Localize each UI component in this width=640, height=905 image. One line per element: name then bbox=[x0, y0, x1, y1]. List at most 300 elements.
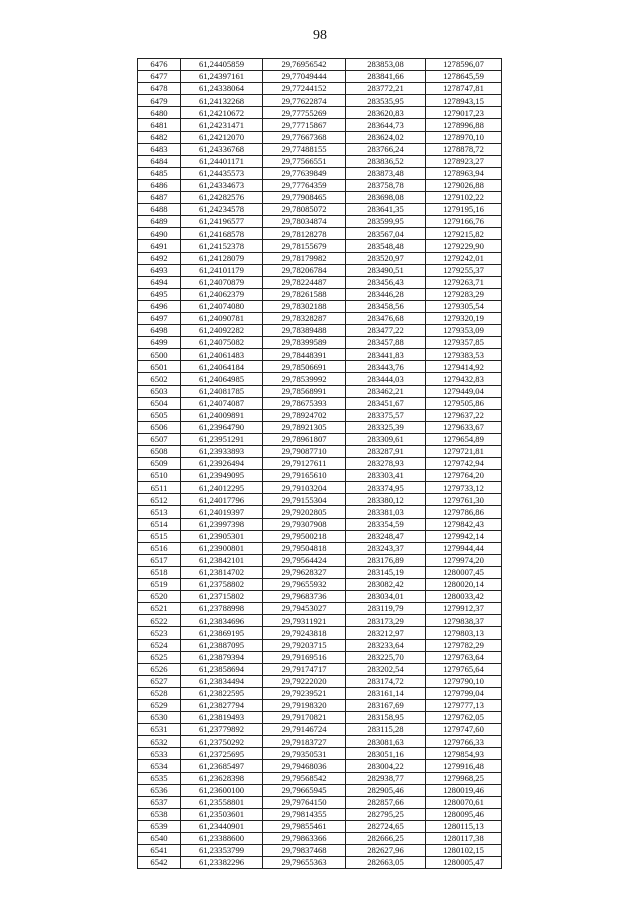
y-coordinate-cell: 1278963,94 bbox=[426, 167, 502, 179]
x-coordinate-cell: 283004,22 bbox=[346, 760, 426, 772]
point-number-cell: 6498 bbox=[138, 325, 181, 337]
longitude-cell: 29,79814355 bbox=[263, 808, 346, 820]
table-row bbox=[138, 566, 502, 578]
point-number-cell: 6535 bbox=[138, 772, 181, 784]
table-row bbox=[138, 288, 502, 300]
table-row bbox=[138, 772, 502, 784]
table-row bbox=[138, 300, 502, 312]
latitude-cell: 61,24081785 bbox=[181, 385, 263, 397]
y-coordinate-cell: 1279721,81 bbox=[426, 446, 502, 458]
table-row bbox=[138, 83, 502, 95]
latitude-cell: 61,24212070 bbox=[181, 131, 263, 143]
point-number-cell: 6518 bbox=[138, 566, 181, 578]
table-row bbox=[138, 276, 502, 288]
latitude-cell: 61,24334673 bbox=[181, 179, 263, 191]
point-number-cell: 6527 bbox=[138, 675, 181, 687]
x-coordinate-cell: 283641,35 bbox=[346, 204, 426, 216]
y-coordinate-cell: 1280033,42 bbox=[426, 591, 502, 603]
longitude-cell: 29,78399589 bbox=[263, 337, 346, 349]
latitude-cell: 61,23685497 bbox=[181, 760, 263, 772]
x-coordinate-cell: 283599,95 bbox=[346, 216, 426, 228]
y-coordinate-cell: 1279229,90 bbox=[426, 240, 502, 252]
point-number-cell: 6504 bbox=[138, 397, 181, 409]
y-coordinate-cell: 1279017,23 bbox=[426, 107, 502, 119]
latitude-cell: 61,24101179 bbox=[181, 264, 263, 276]
y-coordinate-cell: 1278943,15 bbox=[426, 95, 502, 107]
x-coordinate-cell: 283624,02 bbox=[346, 131, 426, 143]
x-coordinate-cell: 283620,83 bbox=[346, 107, 426, 119]
latitude-cell: 61,24070879 bbox=[181, 276, 263, 288]
longitude-cell: 29,78179982 bbox=[263, 252, 346, 264]
point-number-cell: 6534 bbox=[138, 760, 181, 772]
table-row bbox=[138, 312, 502, 324]
latitude-cell: 61,23842101 bbox=[181, 554, 263, 566]
latitude-cell: 61,24168578 bbox=[181, 228, 263, 240]
latitude-cell: 61,23827794 bbox=[181, 699, 263, 711]
y-coordinate-cell: 1279026,88 bbox=[426, 179, 502, 191]
y-coordinate-cell: 1279974,20 bbox=[426, 554, 502, 566]
longitude-cell: 29,78506691 bbox=[263, 361, 346, 373]
x-coordinate-cell: 282627,96 bbox=[346, 845, 426, 857]
x-coordinate-cell: 283520,97 bbox=[346, 252, 426, 264]
longitude-cell: 29,78961807 bbox=[263, 433, 346, 445]
table-row bbox=[138, 627, 502, 639]
point-number-cell: 6490 bbox=[138, 228, 181, 240]
latitude-cell: 61,23388600 bbox=[181, 833, 263, 845]
point-number-cell: 6488 bbox=[138, 204, 181, 216]
x-coordinate-cell: 282905,46 bbox=[346, 784, 426, 796]
point-number-cell: 6511 bbox=[138, 482, 181, 494]
longitude-cell: 29,79863366 bbox=[263, 833, 346, 845]
point-number-cell: 6483 bbox=[138, 143, 181, 155]
longitude-cell: 29,79568542 bbox=[263, 772, 346, 784]
y-coordinate-cell: 1280095,46 bbox=[426, 808, 502, 820]
x-coordinate-cell: 283457,88 bbox=[346, 337, 426, 349]
x-coordinate-cell: 283853,08 bbox=[346, 59, 426, 71]
point-number-cell: 6491 bbox=[138, 240, 181, 252]
table-row bbox=[138, 155, 502, 167]
table-row bbox=[138, 615, 502, 627]
point-number-cell: 6539 bbox=[138, 820, 181, 832]
point-number-cell: 6532 bbox=[138, 736, 181, 748]
latitude-cell: 61,24435573 bbox=[181, 167, 263, 179]
x-coordinate-cell: 283278,93 bbox=[346, 458, 426, 470]
y-coordinate-cell: 1279357,85 bbox=[426, 337, 502, 349]
latitude-cell: 61,23834696 bbox=[181, 615, 263, 627]
table-row bbox=[138, 71, 502, 83]
latitude-cell: 61,23949095 bbox=[181, 470, 263, 482]
table-row bbox=[138, 349, 502, 361]
latitude-cell: 61,24062379 bbox=[181, 288, 263, 300]
x-coordinate-cell: 283173,29 bbox=[346, 615, 426, 627]
longitude-cell: 29,79307908 bbox=[263, 518, 346, 530]
latitude-cell: 61,23879394 bbox=[181, 651, 263, 663]
y-coordinate-cell: 1279765,64 bbox=[426, 663, 502, 675]
x-coordinate-cell: 282724,65 bbox=[346, 820, 426, 832]
longitude-cell: 29,78128278 bbox=[263, 228, 346, 240]
latitude-cell: 61,23819493 bbox=[181, 712, 263, 724]
y-coordinate-cell: 1279263,71 bbox=[426, 276, 502, 288]
point-number-cell: 6502 bbox=[138, 373, 181, 385]
point-number-cell: 6531 bbox=[138, 724, 181, 736]
table-row bbox=[138, 192, 502, 204]
latitude-cell: 61,23900801 bbox=[181, 542, 263, 554]
table-row bbox=[138, 252, 502, 264]
longitude-cell: 29,79243818 bbox=[263, 627, 346, 639]
table-row bbox=[138, 107, 502, 119]
point-number-cell: 6519 bbox=[138, 579, 181, 591]
x-coordinate-cell: 283381,03 bbox=[346, 506, 426, 518]
point-number-cell: 6478 bbox=[138, 83, 181, 95]
longitude-cell: 29,77908465 bbox=[263, 192, 346, 204]
x-coordinate-cell: 282795,25 bbox=[346, 808, 426, 820]
longitude-cell: 29,79655363 bbox=[263, 857, 346, 869]
y-coordinate-cell: 1279777,13 bbox=[426, 699, 502, 711]
point-number-cell: 6526 bbox=[138, 663, 181, 675]
latitude-cell: 61,24132268 bbox=[181, 95, 263, 107]
y-coordinate-cell: 1279786,86 bbox=[426, 506, 502, 518]
y-coordinate-cell: 1279912,37 bbox=[426, 603, 502, 615]
latitude-cell: 61,24405859 bbox=[181, 59, 263, 71]
latitude-cell: 61,23822595 bbox=[181, 687, 263, 699]
page-number: 98 bbox=[313, 28, 327, 43]
table-row bbox=[138, 216, 502, 228]
x-coordinate-cell: 283202,54 bbox=[346, 663, 426, 675]
x-coordinate-cell: 283456,43 bbox=[346, 276, 426, 288]
y-coordinate-cell: 1279633,67 bbox=[426, 421, 502, 433]
longitude-cell: 29,79169516 bbox=[263, 651, 346, 663]
table-row bbox=[138, 143, 502, 155]
point-number-cell: 6480 bbox=[138, 107, 181, 119]
point-number-cell: 6516 bbox=[138, 542, 181, 554]
latitude-cell: 61,23964790 bbox=[181, 421, 263, 433]
longitude-cell: 29,78924702 bbox=[263, 409, 346, 421]
point-number-cell: 6522 bbox=[138, 615, 181, 627]
table-row bbox=[138, 712, 502, 724]
y-coordinate-cell: 1279353,09 bbox=[426, 325, 502, 337]
y-coordinate-cell: 1278747,81 bbox=[426, 83, 502, 95]
table-row bbox=[138, 687, 502, 699]
longitude-cell: 29,77639849 bbox=[263, 167, 346, 179]
y-coordinate-cell: 1279505,86 bbox=[426, 397, 502, 409]
y-coordinate-cell: 1279733,12 bbox=[426, 482, 502, 494]
table-row bbox=[138, 59, 502, 71]
longitude-cell: 29,77488155 bbox=[263, 143, 346, 155]
table-row bbox=[138, 579, 502, 591]
longitude-cell: 29,78448391 bbox=[263, 349, 346, 361]
table-row bbox=[138, 857, 502, 869]
y-coordinate-cell: 1279968,25 bbox=[426, 772, 502, 784]
latitude-cell: 61,23788998 bbox=[181, 603, 263, 615]
x-coordinate-cell: 283446,28 bbox=[346, 288, 426, 300]
table-row bbox=[138, 675, 502, 687]
coordinates-table bbox=[137, 58, 502, 869]
x-coordinate-cell: 283243,37 bbox=[346, 542, 426, 554]
longitude-cell: 29,79453027 bbox=[263, 603, 346, 615]
y-coordinate-cell: 1278996,88 bbox=[426, 119, 502, 131]
longitude-cell: 29,79127611 bbox=[263, 458, 346, 470]
y-coordinate-cell: 1280115,13 bbox=[426, 820, 502, 832]
y-coordinate-cell: 1279762,05 bbox=[426, 712, 502, 724]
y-coordinate-cell: 1278878,72 bbox=[426, 143, 502, 155]
latitude-cell: 61,23758802 bbox=[181, 579, 263, 591]
point-number-cell: 6530 bbox=[138, 712, 181, 724]
latitude-cell: 61,23814702 bbox=[181, 566, 263, 578]
point-number-cell: 6500 bbox=[138, 349, 181, 361]
longitude-cell: 29,78539992 bbox=[263, 373, 346, 385]
table-row bbox=[138, 131, 502, 143]
longitude-cell: 29,79203715 bbox=[263, 639, 346, 651]
point-number-cell: 6481 bbox=[138, 119, 181, 131]
longitude-cell: 29,79500218 bbox=[263, 530, 346, 542]
table-row bbox=[138, 397, 502, 409]
table-row bbox=[138, 796, 502, 808]
y-coordinate-cell: 1279944,44 bbox=[426, 542, 502, 554]
x-coordinate-cell: 283476,68 bbox=[346, 312, 426, 324]
longitude-cell: 29,78389488 bbox=[263, 325, 346, 337]
y-coordinate-cell: 1279842,43 bbox=[426, 518, 502, 530]
table-row bbox=[138, 458, 502, 470]
longitude-cell: 29,79855461 bbox=[263, 820, 346, 832]
latitude-cell: 61,23905301 bbox=[181, 530, 263, 542]
y-coordinate-cell: 1279283,29 bbox=[426, 288, 502, 300]
longitude-cell: 29,78302188 bbox=[263, 300, 346, 312]
x-coordinate-cell: 283535,95 bbox=[346, 95, 426, 107]
latitude-cell: 61,23353799 bbox=[181, 845, 263, 857]
y-coordinate-cell: 1278923,27 bbox=[426, 155, 502, 167]
table-row bbox=[138, 470, 502, 482]
longitude-cell: 29,78206784 bbox=[263, 264, 346, 276]
latitude-cell: 61,24075082 bbox=[181, 337, 263, 349]
y-coordinate-cell: 1279942,14 bbox=[426, 530, 502, 542]
latitude-cell: 61,24336768 bbox=[181, 143, 263, 155]
x-coordinate-cell: 283081,63 bbox=[346, 736, 426, 748]
longitude-cell: 29,77622874 bbox=[263, 95, 346, 107]
coordinates-table-body bbox=[138, 59, 502, 869]
latitude-cell: 61,23779892 bbox=[181, 724, 263, 736]
point-number-cell: 6505 bbox=[138, 409, 181, 421]
x-coordinate-cell: 283375,57 bbox=[346, 409, 426, 421]
point-number-cell: 6486 bbox=[138, 179, 181, 191]
table-row bbox=[138, 337, 502, 349]
point-number-cell: 6477 bbox=[138, 71, 181, 83]
latitude-cell: 61,24401171 bbox=[181, 155, 263, 167]
longitude-cell: 29,79504818 bbox=[263, 542, 346, 554]
point-number-cell: 6503 bbox=[138, 385, 181, 397]
point-number-cell: 6492 bbox=[138, 252, 181, 264]
longitude-cell: 29,77764359 bbox=[263, 179, 346, 191]
y-coordinate-cell: 1279449,04 bbox=[426, 385, 502, 397]
latitude-cell: 61,24064985 bbox=[181, 373, 263, 385]
y-coordinate-cell: 1279654,89 bbox=[426, 433, 502, 445]
point-number-cell: 6510 bbox=[138, 470, 181, 482]
longitude-cell: 29,77244152 bbox=[263, 83, 346, 95]
longitude-cell: 29,79155304 bbox=[263, 494, 346, 506]
x-coordinate-cell: 283158,95 bbox=[346, 712, 426, 724]
latitude-cell: 61,23887095 bbox=[181, 639, 263, 651]
x-coordinate-cell: 283034,01 bbox=[346, 591, 426, 603]
longitude-cell: 29,78568991 bbox=[263, 385, 346, 397]
x-coordinate-cell: 282857,66 bbox=[346, 796, 426, 808]
longitude-cell: 29,79564424 bbox=[263, 554, 346, 566]
longitude-cell: 29,77715867 bbox=[263, 119, 346, 131]
table-row bbox=[138, 240, 502, 252]
y-coordinate-cell: 1280007,45 bbox=[426, 566, 502, 578]
table-row bbox=[138, 833, 502, 845]
table-row bbox=[138, 482, 502, 494]
latitude-cell: 61,24019397 bbox=[181, 506, 263, 518]
y-coordinate-cell: 1279255,37 bbox=[426, 264, 502, 276]
point-number-cell: 6489 bbox=[138, 216, 181, 228]
x-coordinate-cell: 283873,48 bbox=[346, 167, 426, 179]
x-coordinate-cell: 283462,21 bbox=[346, 385, 426, 397]
y-coordinate-cell: 1280102,15 bbox=[426, 845, 502, 857]
latitude-cell: 61,24231471 bbox=[181, 119, 263, 131]
y-coordinate-cell: 1279763,64 bbox=[426, 651, 502, 663]
y-coordinate-cell: 1279195,16 bbox=[426, 204, 502, 216]
longitude-cell: 29,77667368 bbox=[263, 131, 346, 143]
table-row bbox=[138, 748, 502, 760]
latitude-cell: 61,24090781 bbox=[181, 312, 263, 324]
longitude-cell: 29,78328287 bbox=[263, 312, 346, 324]
y-coordinate-cell: 1280020,14 bbox=[426, 579, 502, 591]
longitude-cell: 29,76956542 bbox=[263, 59, 346, 71]
x-coordinate-cell: 283212,97 bbox=[346, 627, 426, 639]
table-row bbox=[138, 554, 502, 566]
y-coordinate-cell: 1279747,60 bbox=[426, 724, 502, 736]
latitude-cell: 61,24074087 bbox=[181, 397, 263, 409]
latitude-cell: 61,23834494 bbox=[181, 675, 263, 687]
x-coordinate-cell: 283082,42 bbox=[346, 579, 426, 591]
y-coordinate-cell: 1279166,76 bbox=[426, 216, 502, 228]
latitude-cell: 61,23600100 bbox=[181, 784, 263, 796]
latitude-cell: 61,23858694 bbox=[181, 663, 263, 675]
longitude-cell: 29,78675393 bbox=[263, 397, 346, 409]
point-number-cell: 6536 bbox=[138, 784, 181, 796]
x-coordinate-cell: 283233,64 bbox=[346, 639, 426, 651]
latitude-cell: 61,24397161 bbox=[181, 71, 263, 83]
x-coordinate-cell: 283698,08 bbox=[346, 192, 426, 204]
x-coordinate-cell: 283644,73 bbox=[346, 119, 426, 131]
x-coordinate-cell: 283766,24 bbox=[346, 143, 426, 155]
longitude-cell: 29,77755269 bbox=[263, 107, 346, 119]
y-coordinate-cell: 1279803,13 bbox=[426, 627, 502, 639]
y-coordinate-cell: 1279215,82 bbox=[426, 228, 502, 240]
x-coordinate-cell: 283841,66 bbox=[346, 71, 426, 83]
latitude-cell: 61,24338064 bbox=[181, 83, 263, 95]
y-coordinate-cell: 1279242,01 bbox=[426, 252, 502, 264]
latitude-cell: 61,23628398 bbox=[181, 772, 263, 784]
x-coordinate-cell: 283167,69 bbox=[346, 699, 426, 711]
longitude-cell: 29,79837468 bbox=[263, 845, 346, 857]
y-coordinate-cell: 1278596,07 bbox=[426, 59, 502, 71]
y-coordinate-cell: 1279854,93 bbox=[426, 748, 502, 760]
point-number-cell: 6476 bbox=[138, 59, 181, 71]
longitude-cell: 29,78921305 bbox=[263, 421, 346, 433]
point-number-cell: 6533 bbox=[138, 748, 181, 760]
point-number-cell: 6514 bbox=[138, 518, 181, 530]
point-number-cell: 6479 bbox=[138, 95, 181, 107]
longitude-cell: 29,79087710 bbox=[263, 446, 346, 458]
latitude-cell: 61,23382296 bbox=[181, 857, 263, 869]
longitude-cell: 29,79239521 bbox=[263, 687, 346, 699]
longitude-cell: 29,79222020 bbox=[263, 675, 346, 687]
x-coordinate-cell: 283119,79 bbox=[346, 603, 426, 615]
longitude-cell: 29,78224487 bbox=[263, 276, 346, 288]
table-row bbox=[138, 264, 502, 276]
x-coordinate-cell: 283441,83 bbox=[346, 349, 426, 361]
point-number-cell: 6482 bbox=[138, 131, 181, 143]
y-coordinate-cell: 1279766,33 bbox=[426, 736, 502, 748]
y-coordinate-cell: 1279838,37 bbox=[426, 615, 502, 627]
longitude-cell: 29,79350531 bbox=[263, 748, 346, 760]
longitude-cell: 29,78085072 bbox=[263, 204, 346, 216]
y-coordinate-cell: 1279761,30 bbox=[426, 494, 502, 506]
table-row bbox=[138, 603, 502, 615]
y-coordinate-cell: 1279305,54 bbox=[426, 300, 502, 312]
y-coordinate-cell: 1279764,20 bbox=[426, 470, 502, 482]
latitude-cell: 61,24196577 bbox=[181, 216, 263, 228]
table-row bbox=[138, 542, 502, 554]
point-number-cell: 6537 bbox=[138, 796, 181, 808]
table-row bbox=[138, 433, 502, 445]
latitude-cell: 61,24017796 bbox=[181, 494, 263, 506]
latitude-cell: 61,23951291 bbox=[181, 433, 263, 445]
latitude-cell: 61,24074080 bbox=[181, 300, 263, 312]
x-coordinate-cell: 283443,76 bbox=[346, 361, 426, 373]
point-number-cell: 6509 bbox=[138, 458, 181, 470]
point-number-cell: 6517 bbox=[138, 554, 181, 566]
x-coordinate-cell: 283287,91 bbox=[346, 446, 426, 458]
longitude-cell: 29,79198320 bbox=[263, 699, 346, 711]
point-number-cell: 6542 bbox=[138, 857, 181, 869]
x-coordinate-cell: 282938,77 bbox=[346, 772, 426, 784]
table-row bbox=[138, 119, 502, 131]
point-number-cell: 6501 bbox=[138, 361, 181, 373]
y-coordinate-cell: 1278970,10 bbox=[426, 131, 502, 143]
x-coordinate-cell: 283374,95 bbox=[346, 482, 426, 494]
table-row bbox=[138, 179, 502, 191]
y-coordinate-cell: 1279320,19 bbox=[426, 312, 502, 324]
latitude-cell: 61,24152378 bbox=[181, 240, 263, 252]
table-row bbox=[138, 494, 502, 506]
x-coordinate-cell: 283444,03 bbox=[346, 373, 426, 385]
longitude-cell: 29,79468036 bbox=[263, 760, 346, 772]
longitude-cell: 29,79665945 bbox=[263, 784, 346, 796]
table-row bbox=[138, 591, 502, 603]
table-row bbox=[138, 204, 502, 216]
table-row bbox=[138, 95, 502, 107]
y-coordinate-cell: 1280005,47 bbox=[426, 857, 502, 869]
x-coordinate-cell: 283051,16 bbox=[346, 748, 426, 760]
longitude-cell: 29,78155679 bbox=[263, 240, 346, 252]
longitude-cell: 29,79103204 bbox=[263, 482, 346, 494]
point-number-cell: 6497 bbox=[138, 312, 181, 324]
x-coordinate-cell: 283248,47 bbox=[346, 530, 426, 542]
table-row bbox=[138, 385, 502, 397]
x-coordinate-cell: 283758,78 bbox=[346, 179, 426, 191]
x-coordinate-cell: 283836,52 bbox=[346, 155, 426, 167]
latitude-cell: 61,24234578 bbox=[181, 204, 263, 216]
x-coordinate-cell: 283161,14 bbox=[346, 687, 426, 699]
point-number-cell: 6512 bbox=[138, 494, 181, 506]
longitude-cell: 29,79170821 bbox=[263, 712, 346, 724]
x-coordinate-cell: 283567,04 bbox=[346, 228, 426, 240]
longitude-cell: 29,79146724 bbox=[263, 724, 346, 736]
latitude-cell: 61,23440901 bbox=[181, 820, 263, 832]
x-coordinate-cell: 283145,19 bbox=[346, 566, 426, 578]
table-row bbox=[138, 736, 502, 748]
